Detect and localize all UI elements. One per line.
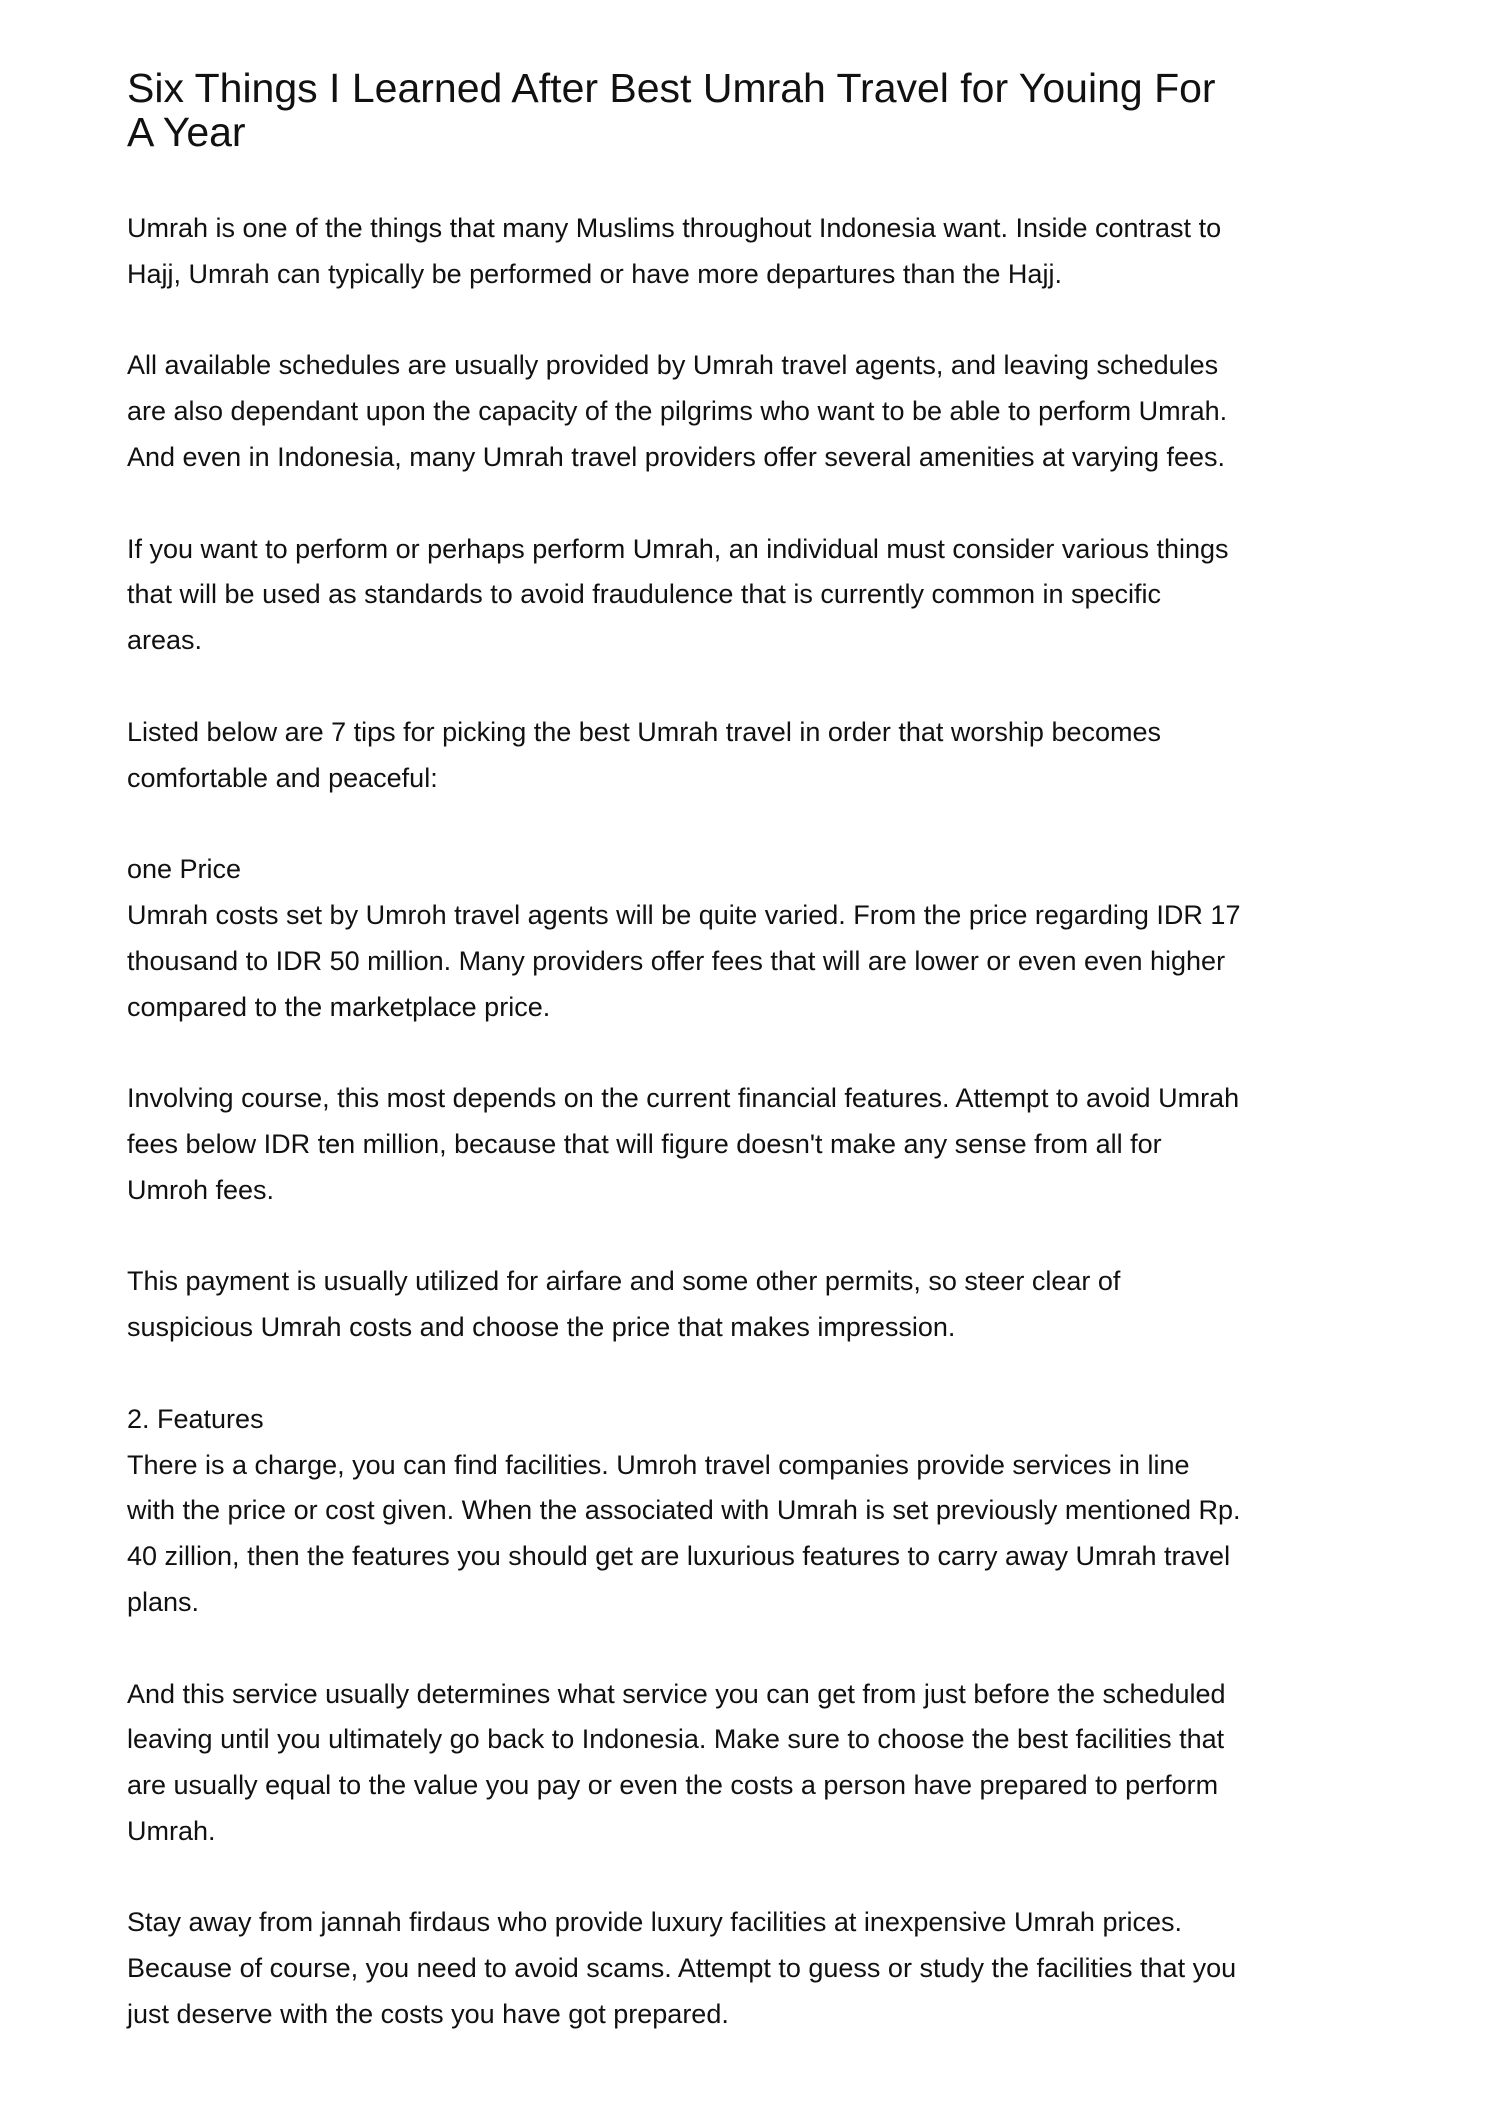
text-line: are also dependant upon the capacity of the pilgrims who want to be able to perform Umrah. — [127, 396, 1228, 427]
paragraph — [127, 527, 1417, 664]
text-line: with the price or cost given. When the associated with Umrah is set previously mentioned Rp. — [127, 1495, 1241, 1526]
paragraph — [127, 847, 1417, 1030]
text-line: Involving course, this most depends on the current financial features. Attempt to avoid Umrah — [127, 1083, 1240, 1114]
text-line: Stay away from jannah firdaus who provide luxury facilities at inexpensive Umrah prices. — [127, 1907, 1182, 1938]
text-line: Umrah costs set by Umroh travel agents will be quite varied. From the price regarding IDR 17 — [127, 899, 1241, 930]
text-line: just deserve with the costs you have got prepared. — [127, 1999, 729, 2030]
paragraph — [127, 710, 1417, 802]
text-line: 2. Features — [127, 1403, 264, 1434]
text-line: Umrah is one of the things that many Muslims throughout Indonesia want. Inside contrast to — [127, 213, 1222, 243]
text-line: Listed below are 7 tips for picking the best Umrah travel in order that worship becomes — [127, 716, 1162, 747]
document-page — [127, 66, 1417, 2084]
paragraph — [127, 1900, 1417, 2037]
text-line: All available schedules are usually provided by Umrah travel agents, and leaving schedules — [127, 350, 1219, 381]
text-line: 40 zillion, then the features you should get are luxurious features to carry away Umrah travel — [127, 1541, 1231, 1572]
paragraph — [127, 1672, 1417, 1855]
text-line: Umroh fees. — [127, 1174, 275, 1205]
text-line: And this service usually determines what service you can get from just before the scheduled — [127, 1678, 1226, 1709]
text-line: compared to the marketplace price. — [127, 991, 551, 1022]
paragraph — [127, 1259, 1417, 1351]
text-line: one Price — [127, 854, 242, 885]
text-line: Umrah. — [127, 1815, 216, 1846]
text-line: are usually equal to the value you pay or even the costs a person have prepared to perform — [127, 1770, 1219, 1801]
text-line: If you want to perform or perhaps perform Umrah, an individual must consider various things — [127, 533, 1229, 564]
text-line: This payment is usually utilized for airfare and some other permits, so steer clear of — [127, 1266, 1121, 1297]
text-line: There is a charge, you can find facilities. Umroh travel companies provide services in line — [127, 1449, 1190, 1480]
article-body — [127, 206, 1417, 2038]
title-line: A Year — [127, 109, 246, 155]
text-line: fees below IDR ten million, because that will figure doesn't make any sense from all for — [127, 1128, 1162, 1159]
paragraph — [127, 1397, 1417, 1626]
title-line: Six Things I Learned After Best Umrah Travel for Youing For — [127, 65, 1216, 111]
text-line: Hajj, Umrah can typically be performed or have more departures than the Hajj. — [127, 258, 1062, 289]
paragraph — [127, 1076, 1417, 1213]
paragraph — [127, 343, 1417, 480]
text-line: leaving until you ultimately go back to Indonesia. Make sure to choose the best facilities that — [127, 1724, 1225, 1755]
text-line: thousand to IDR 50 million. Many providers offer fees that will are lower or even even higher — [127, 945, 1226, 976]
text-line: And even in Indonesia, many Umrah travel providers offer several amenities at varying fees. — [127, 441, 1226, 472]
paragraph — [127, 206, 1417, 298]
text-line: suspicious Umrah costs and choose the price that makes impression. — [127, 1312, 956, 1343]
text-line: plans. — [127, 1586, 200, 1617]
page-title — [127, 66, 1417, 154]
text-line: Because of course, you need to avoid scams. Attempt to guess or study the facilities that you — [127, 1953, 1237, 1984]
text-line: comfortable and peaceful: — [127, 762, 438, 793]
text-line: areas. — [127, 625, 203, 656]
text-line: that will be used as standards to avoid fraudulence that is currently common in specific — [127, 579, 1162, 610]
